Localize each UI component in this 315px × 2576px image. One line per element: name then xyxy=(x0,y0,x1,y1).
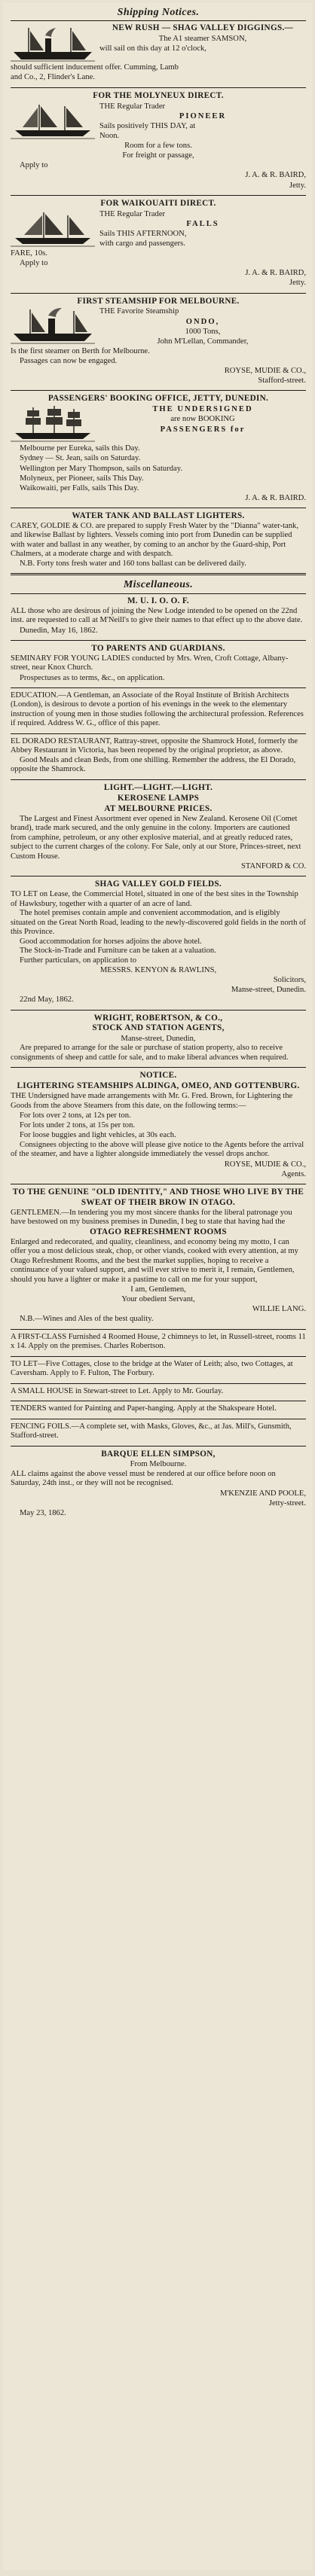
waikouaiti-ship-name: FALLS xyxy=(186,219,219,228)
waikouaiti-agent: J. A. & R. BAIRD, xyxy=(245,269,306,278)
mu-head: M. U. I. O. O. F. xyxy=(127,596,190,605)
identity-head: TO THE GENUINE "OLD IDENTITY," AND THOSE WHO LIVE BY THE SWEAT OF THEIR BROW IN OTAGO. xyxy=(12,1187,304,1207)
molyneux-jetty: Jetty. xyxy=(289,181,306,190)
notice-sig: ROYSE, MUDIE & CO., xyxy=(224,1160,306,1169)
identity-sig: I am, Gentlemen, xyxy=(130,1285,186,1294)
light-head: LIGHT.—LIGHT.—LIGHT. xyxy=(103,782,213,792)
waikouaiti-line-3: Sails THIS AFTERNOON, xyxy=(99,229,187,238)
shag-text-2: The hotel premises contain ample and convenient accommodation, and is eligibly situated on the Great North Road, leading to the newly-discovered gold fields in the north of this Province. xyxy=(11,909,306,937)
notice-head: NOTICE. xyxy=(139,1071,177,1081)
booking-line-1: THE UNDERSIGNED xyxy=(152,405,253,414)
rush-line-4: should sufficient inducement offer. Cumming, Lamb xyxy=(11,63,179,72)
identity-text-2: Enlarged and redecorated, and quality, cleanliness, and economy being my motto, I can offer you a most delicious steak, chop, or other viands, cooked with every attention, at my Otago Refreshment Rooms, and the best the market supplies, hoping to receive a continuance of your valued support, and will ever strive to merit it, I remain, Gentlemen, should you have a lighter or make it a pastime to call on me for your support, xyxy=(11,1237,298,1284)
ad-kerosene-lamps xyxy=(11,783,306,871)
notice-item-2: For lots under 2 tons, at 15s per ton. xyxy=(20,1121,136,1130)
melbourne-agent: ROYSE, MUDIE & CO., xyxy=(224,367,306,376)
barque-head-2: From Melbourne. xyxy=(130,1460,187,1469)
ad-water-tank xyxy=(11,511,306,569)
notice-item-3: For loose buggies and light vehicles, at 30s each. xyxy=(20,1131,176,1140)
melbourne-street: Stafford-street. xyxy=(258,376,306,386)
booking-line-3: PASSENGERS for xyxy=(160,425,246,434)
shag-sig: MESSRS. KENYON & RAWLINS, xyxy=(99,966,217,975)
shag-text-3: Good accommodation for horses adjoins the above hotel. xyxy=(20,937,202,946)
light-text: The Largest and Finest Assortment ever opened in New Zealand. Kerosene Oil (Comet brand), trade mark secured, and the only genuine in the colony. Importers are cautioned from camphine, petroleum, or any other explosive material, and at greatly reduced rates, subject to the current charges of the colony. For Sale, only at our Store, Princes-street, next Custom House. xyxy=(11,814,301,861)
shag-date: 22nd May, 1862. xyxy=(20,995,74,1004)
melbourne-tonnage: 1000 Tons, xyxy=(185,327,221,336)
notice-text: THE Undersigned have made arrangements with Mr. G. Fred. Brown, for Lightering the Goods from the above Steamers from this date, on the following terms:— xyxy=(11,1092,293,1110)
melbourne-line-6: Passages can now be engaged. xyxy=(20,357,118,366)
waikouaiti-fare: FARE, 10s. xyxy=(11,249,47,258)
ad-molyneux xyxy=(11,91,306,191)
melbourne-head: FIRST STEAMSHIP FOR MELBOURNE. xyxy=(77,296,240,306)
waikouaiti-line-4: with cargo and passengers. xyxy=(99,239,185,248)
ad-education xyxy=(11,691,306,729)
melbourne-ship-name: ONDO, xyxy=(185,317,220,326)
barque-head: BARQUE ELLEN SIMPSON, xyxy=(101,1449,216,1459)
rush-line-5: and Co., 2, Flinder's Lane. xyxy=(11,73,95,82)
house-text: A FIRST-CLASS Furnished 4 Roomed House, 2 chimneys to let, in Russell-street, rooms 11 x 14. Apply on the premises. Charles Robertson. xyxy=(11,1332,306,1350)
education-text: EDUCATION.—A Gentleman, an Associate of the Royal Institute of British Architects (London), is desirous to devote a portion of his evenings in the week to the elementary instruction of young men in those studies following the architectural profession. References if required. Address W. G., office of this paper. xyxy=(11,690,304,728)
shag-head: SHAG VALLEY GOLD FIELDS. xyxy=(94,879,222,889)
molyneux-line-7: Apply to xyxy=(20,161,48,170)
barque-text: ALL claims against the above vessel must be rendered at our office before noon on Saturday, 24th inst., or they will not be recognised. xyxy=(11,1469,276,1488)
booking-line-2: are now BOOKING xyxy=(170,415,235,424)
molyneux-head: FOR THE MOLYNEUX DIRECT. xyxy=(93,90,224,100)
booking-route-1: Melbourne per Eureka, sails this Day. xyxy=(20,444,140,453)
identity-sig-2: Your obedient Servant, xyxy=(121,1295,195,1304)
rush-line-1: NEW RUSH — SHAG VALLEY DIGGINGS.— xyxy=(112,23,294,33)
ad-seminary xyxy=(11,644,306,683)
notice-head-2: LIGHTERING STEAMSHIPS ALDINGA, OMEO, AND GOTTENBURG. xyxy=(17,1081,300,1091)
molyneux-agent: J. A. & R. BAIRD, xyxy=(245,171,306,180)
newspaper-page xyxy=(3,3,312,2570)
molyneux-line-4: Noon. xyxy=(99,131,120,140)
wright-head: WRIGHT, ROBERTSON, & CO., xyxy=(93,1013,223,1023)
identity-head-2: OTAGO REFRESHMENT ROOMS xyxy=(90,1227,227,1236)
shag-text-4: The Stock-in-Trade and Furniture can be taken at a valuation. xyxy=(20,947,216,956)
shag-text: TO LET on Lease, the Commercial Hotel, situated in one of the best sites in the Township of Hawksbury, together with a quarter of an acre of land. xyxy=(11,890,298,908)
ad-waikouaiti xyxy=(11,199,306,288)
ad-barque-ellen-simpson xyxy=(11,1450,306,1518)
schooner-icon xyxy=(11,102,95,141)
wright-head-2: STOCK AND STATION AGENTS, xyxy=(92,1023,225,1033)
identity-text: GENTLEMEN.—In tendering you my most sincere thanks for the liberal patronage you have bestowed on my business premises in Dunedin, I beg to state that having had the xyxy=(11,1208,292,1227)
molyneux-line-6: For freight or passage, xyxy=(122,151,194,160)
waikouaiti-head: FOR WAIKOUAITI DIRECT. xyxy=(100,198,216,208)
eldorado-text-2: Good Meals and clean Beds, from one shilling. Remember the address, the El Dorado, opposite the Shamrock. xyxy=(11,755,296,774)
booking-route-2: Sydney — St. Jean, sails on Saturday. xyxy=(20,454,141,463)
identity-sig-3: WILLIE LANG. xyxy=(252,1305,306,1314)
mu-text: ALL those who are desirous of joining the New Lodge intended to be opened on the 22nd inst. are requested to call at M'Neill's to give their names to that effect up to the above date. xyxy=(11,606,303,625)
steamer-icon xyxy=(11,23,95,62)
ad-small-house xyxy=(11,1387,306,1397)
ad-shag-valley-rush xyxy=(11,23,306,82)
mu-date: Dunedin, May 16, 1862. xyxy=(20,626,98,635)
barque-sig-2: Jetty-street. xyxy=(268,1498,306,1507)
fencing-text: FENCING FOILS.—A complete set, with Masks, Gloves, &c., at Jas. Mill's, Gunsmith, Stafford-street. xyxy=(11,1422,292,1440)
molyneux-line-5: Room for a few tons. xyxy=(124,142,192,150)
miscellaneous-title: Miscellaneous. xyxy=(11,578,306,593)
seminary-text: SEMINARY FOR YOUNG LADIES conducted by Mrs. Wren, Croft Cottage, Albany-street, near Knox Church. xyxy=(11,654,289,672)
booking-agent: J. A. & R. BAIRD. xyxy=(245,493,306,502)
small-text: A SMALL HOUSE in Stewart-street to Let. Apply to Mr. Gourlay. xyxy=(11,1386,224,1395)
wright-head-3: Manse-street, Dunedin, xyxy=(121,1035,196,1044)
ad-furnished-house xyxy=(11,1333,306,1352)
molyneux-line-3: Sails positively THIS DAY, at xyxy=(99,121,196,130)
water-text: CAREY, GOLDIE & CO. are prepared to supply Fresh Water by the "Dianna" water-tank, and likewise Ballast by lighters. Vessels coming into port from Dunedin can be supplied with water and ballast in any weather, by coming to an anchor by the Guard-ship, Port Chalmers, at a moderate charge and with despatch. xyxy=(11,521,298,559)
booking-route-4: Molyneux, per Pioneer, sails This Day. xyxy=(20,474,144,483)
ad-booking-office xyxy=(11,394,306,503)
steamer-icon xyxy=(11,306,95,346)
ad-mu-ioof xyxy=(11,596,306,636)
shipping-notices-title: Shipping Notices. xyxy=(11,6,306,21)
tenders-text: TENDERS wanted for Painting and Paper-hanging. Apply at the Shakspeare Hotel. xyxy=(11,1404,277,1413)
molyneux-ship-name: PIONEER xyxy=(179,111,227,120)
melbourne-line-5: Is the first steamer on Berth for Melbourne. xyxy=(11,346,150,355)
wright-text: Are prepared to arrange for the sale or purchase of station property, also to receive consignments of sheep and cattle for sale, and to make liberal advances when required. xyxy=(11,1044,289,1062)
booking-route-3: Wellington per Mary Thompson, sails on Saturday. xyxy=(20,464,182,473)
notice-item-1: For lots over 2 tons, at 12s per ton. xyxy=(20,1111,131,1120)
ad-el-dorado xyxy=(11,737,306,775)
rush-line-3: will sail on this day at 12 o'clock, xyxy=(99,44,206,53)
ad-lightering-notice xyxy=(11,1071,306,1178)
light-head-3: AT MELBOURNE PRICES. xyxy=(104,803,213,813)
cottages-text: TO LET—Five Cottages, close to the bridge at the Water of Leith; also, two Cottages, at Caversham. Apply to F. Fulton, The Forbury. xyxy=(11,1359,293,1377)
barque-sig: M'KENZIE AND POOLE, xyxy=(219,1489,306,1498)
ad-melbourne-steamship xyxy=(11,297,306,386)
schooner-icon xyxy=(11,209,95,248)
booking-route-5: Waikowaiti, per Falls, sails This Day. xyxy=(20,483,139,492)
molyneux-line-1: THE Regular Trader xyxy=(99,102,166,111)
notice-sig-2: Agents. xyxy=(281,1169,306,1178)
light-head-2: KEROSENE LAMPS xyxy=(117,793,200,803)
waikouaiti-line-1: THE Regular Trader xyxy=(99,209,166,218)
seminary-head: TO PARENTS AND GUARDIANS. xyxy=(91,643,225,653)
shag-text-5: Further particulars, on application to xyxy=(20,956,137,965)
rush-line-2: The A1 steamer SAMSON, xyxy=(158,35,247,44)
ad-cottages-to-let xyxy=(11,1360,306,1379)
melbourne-line-1: THE Favorite Steamship xyxy=(99,307,179,316)
ad-tenders xyxy=(11,1404,306,1414)
water-note: N.B. Forty tons fresh water and 160 tons ballast can be delivered daily. xyxy=(20,559,246,568)
shag-sig-2: Solicitors, xyxy=(273,976,306,985)
ship-icon xyxy=(11,404,95,444)
melbourne-commander: John M'Lellan, Commander, xyxy=(157,337,249,346)
barque-date: May 23, 1862. xyxy=(20,1508,66,1517)
ad-old-identity xyxy=(11,1187,306,1325)
booking-head: PASSENGERS' BOOKING OFFICE, JETTY, DUNEDIN. xyxy=(47,394,269,404)
ad-shag-valley-hotel xyxy=(11,879,306,1004)
ad-wright-robertson xyxy=(11,1014,306,1063)
water-head: WATER TANK AND BALLAST LIGHTERS. xyxy=(72,511,245,521)
eldorado-text: EL DORADO RESTAURANT, Rattray-street, opposite the Shamrock Hotel, formerly the Abbey Restaurant in Victoria, has been reopened by the original proprietor, as above. xyxy=(11,736,298,755)
waikouaiti-apply: Apply to xyxy=(20,259,48,268)
shag-sig-3: Manse-street, Dunedin. xyxy=(231,986,306,995)
identity-note: N.B.—Wines and Ales of the best quality. xyxy=(20,1315,154,1324)
light-sig: STANFORD & CO. xyxy=(241,862,306,870)
ad-fencing-foils xyxy=(11,1422,306,1441)
waikouaiti-jetty: Jetty. xyxy=(289,279,306,288)
notice-text-2: Consignees objecting to the above will please give notice to the Agents before the arrival of the steamer, and have a lighter alongside immediately the vessel drops anchor. xyxy=(11,1140,304,1159)
seminary-note: Prospectuses as to terms, &c., on application. xyxy=(20,673,165,682)
